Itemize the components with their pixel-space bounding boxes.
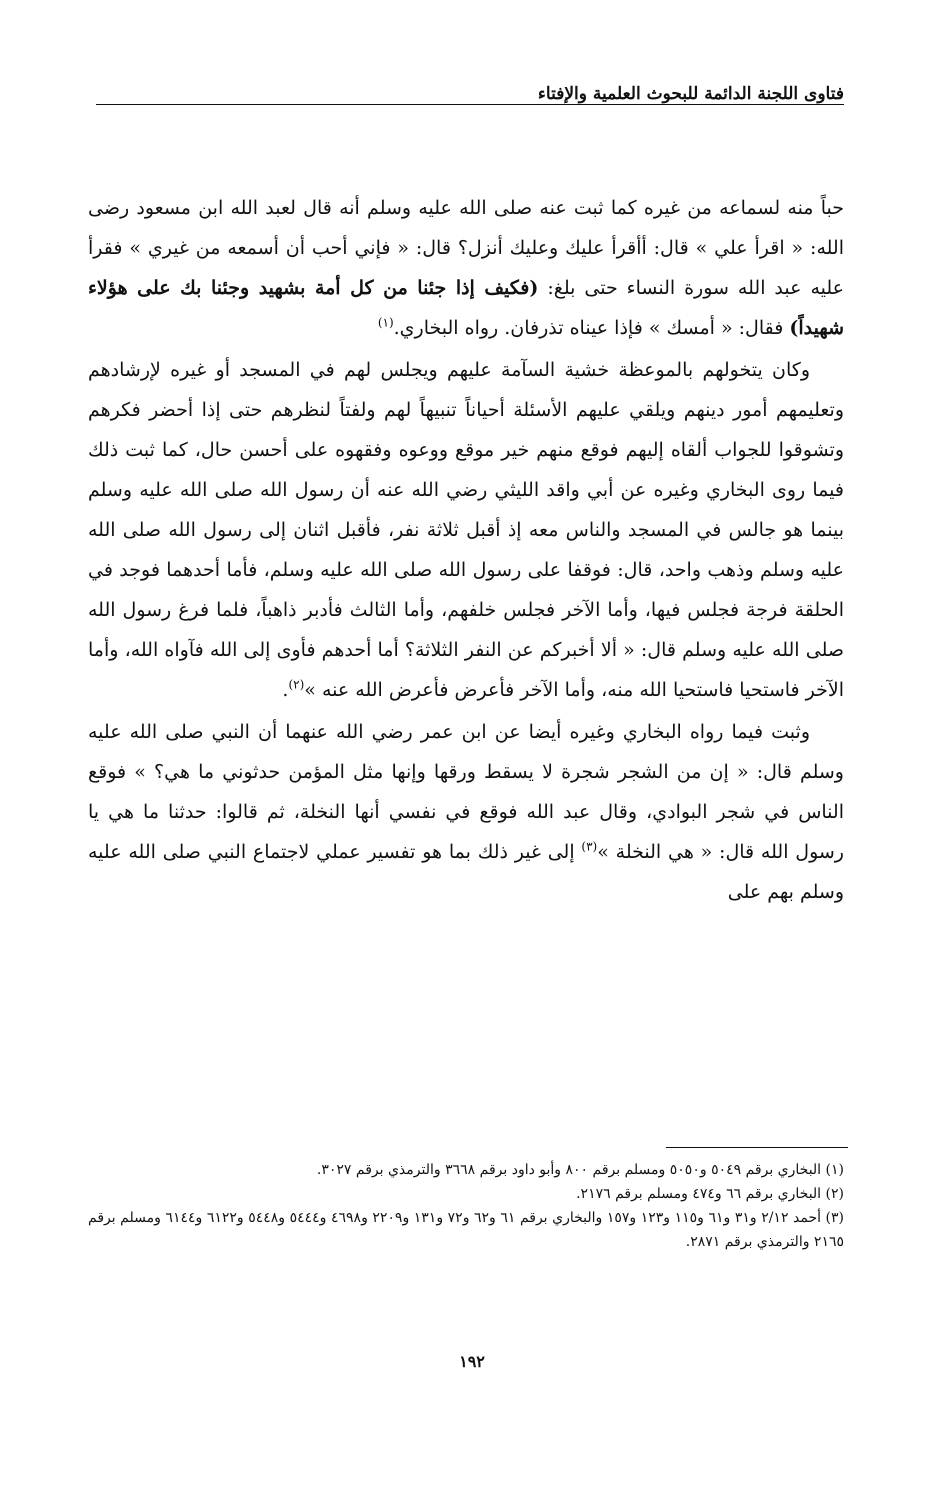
page-number: ١٩٢	[459, 1352, 485, 1371]
footnote-ref-1: (١)	[377, 315, 394, 330]
footnote-ref-3: (٣)	[581, 839, 598, 854]
footnotes	[88, 1158, 844, 1254]
header-rule	[96, 104, 844, 105]
paragraph-2	[88, 350, 844, 710]
paragraph-1	[88, 188, 844, 348]
footnote-2: (٢) البخاري برقم ٦٦ و٤٧٤ ومسلم برقم ٢١٧٦.	[576, 1186, 844, 1202]
footnote-ref-2: (٢)	[288, 677, 305, 692]
footnote-1: (١) البخاري برقم ٥٠٤٩ و٥٠٥٠ ومسلم برقم ٨٠٠ وأبو داود برقم ٣٦٦٨ والترمذي برقم ٣٠٢٧.	[316, 1162, 844, 1178]
running-header	[96, 80, 844, 114]
paragraph-1-text-a: حباً منه لسماعه من غيره كما ثبت عنه صلى الله عليه وسلم أنه قال لعبد الله ابن مسعود رضى الله: « اقرأ علي » قال: أأقرأ عليك وعليك أنزل؟ قال: « فإني أحب أن أسمعه من غيري » فقرأ عليه عبد الله سورة النساء حتى بلغ:	[88, 197, 844, 299]
paragraph-1-text-b: فقال: « أمسك » فإذا عيناه تذرفان. رواه البخاري.	[393, 317, 790, 339]
paragraph-2-text: وكان يتخولهم بالموعظة خشية السآمة عليهم ويجلس لهم في المسجد أو غيره لإرشادهم وتعليمهم أمور دينهم ويلقي عليهم الأسئلة أحياناً تنبيهاً لهم ولفتاً لنظرهم حتى إذا أحضر فكرهم وتشوقوا للجواب ألقاه إليهم فوقع منهم خير موقع ووعوه وفقهوه على أحسن حال، كما ثبت ذلك فيما روى البخاري وغيره عن أبي واقد الليثي رضي الله عنه أن رسول الله صلى الله عليه وسلم بينما هو جالس في المسجد والناس معه إذ أقبل ثلاثة نفر، فأقبل اثنان إلى رسول الله صلى الله عليه وسلم وذهب واحد، قال: فوقفا على رسول الله صلى الله عليه وسلم، فأما أحدهما فوجد في الحلقة فرجة فجلس فيها، وأما الآخر فجلس خلفهم، وأما الثالث فأدبر ذاهباً، فلما فرغ رسول الله صلى الله عليه وسلم قال: « ألا أخبركم عن النفر الثلاثة؟ أما أحدهم فأوى إلى الله فآواه الله، وأما الآخر فاستحيا فاستحيا الله منه، وأما الآخر فأعرض فأعرض الله عنه »	[88, 359, 844, 701]
paragraph-2-end: .	[282, 679, 289, 701]
footnote-3: (٣) أحمد ٢/١٢ و٣١ و٦١ و١١٥ و١٢٣ و١٥٧ والبخاري برقم ٦١ و٦٢ و٧٢ و١٣١ و٢٢٠٩ و٤٦٩٨ و٥٤٤٤ و٥٤٤٨ و٦١٢٢ و٦١٤٤ ومسلم برقم ٢١٦٥ والترمذي برقم ٢٨٧١.	[88, 1210, 845, 1250]
header-title: فتاوى اللجنة الدائمة للبحوث العلمية والإفتاء	[532, 84, 844, 104]
paragraph-3-text-b: إلى غير ذلك بما هو تفسير عملي لاجتماع النبي صلى الله عليه وسلم بهم على	[88, 841, 844, 903]
paragraph-3-text-a: وثبت فيما رواه البخاري وغيره أيضا عن ابن عمر رضي الله عنهما أن النبي صلى الله عليه وسلم قال: « إن من الشجر شجرة لا يسقط ورقها وإنها مثل المؤمن حدثوني ما هي؟ » فوقع الناس في شجر البوادي، وقال عبد الله فوقع في نفسي أنها النخلة، ثم قالوا: حدثنا ما هي يا رسول الله قال: « هي النخلة »	[88, 721, 844, 863]
quran-quote: (فكيف إذا جئنا من كل أمة بشهيد وجئنا بك على هؤلاء شهيداً)	[88, 277, 844, 339]
main-text	[88, 188, 844, 914]
footnote-separator	[666, 1147, 848, 1148]
paragraph-3	[88, 712, 844, 912]
